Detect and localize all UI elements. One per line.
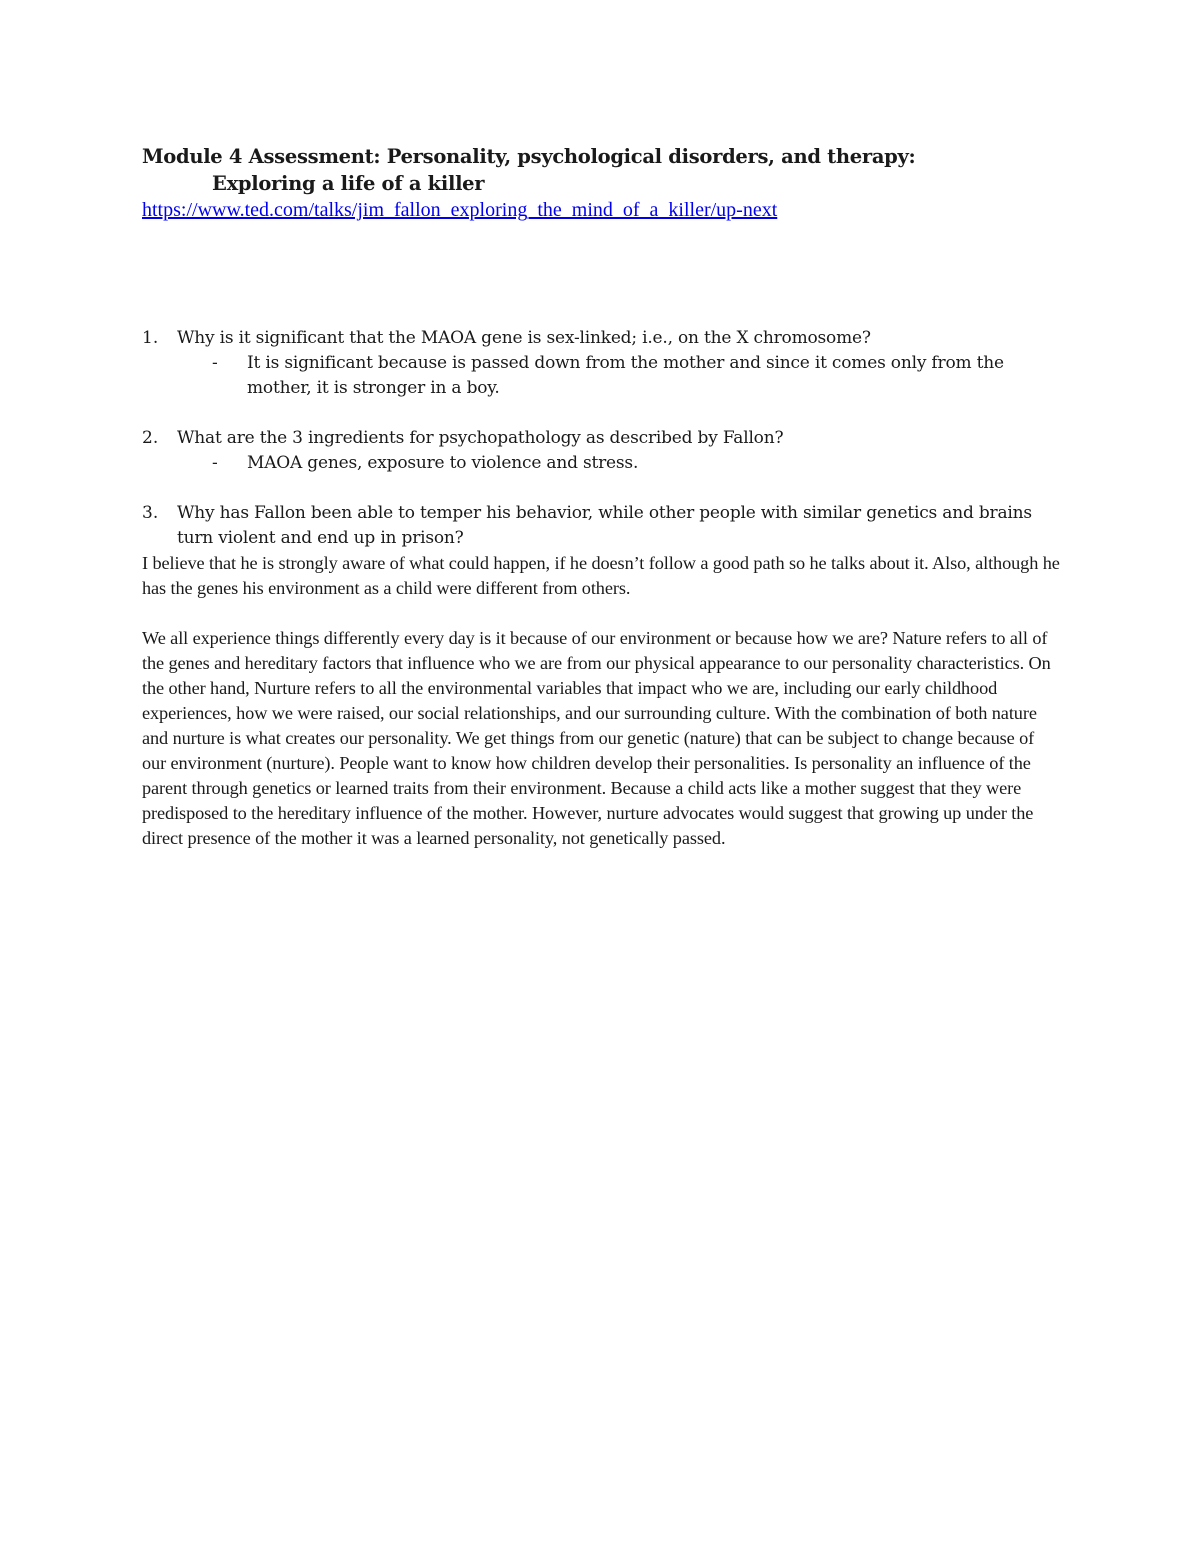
answer-1 bbox=[142, 351, 1062, 401]
essay-paragraph: We all experience things differently every day is it because of our environment or because how we are? Nature refers to all of the genes and hereditary factors that influence who we are from our physical appearance to our personality characteristics. On the other hand, Nurture refers to all the environmental variables that impact who we are, including our early childhood experiences, how we were raised, our social relationships, and our surrounding culture. With the combination of both nature and nurture is what creates our personality. We get things from our genetic (nature) that can be subject to change because of our environment (nurture). People want to know how children develop their personalities. Is personality an influence of the parent through genetics or learned traits from their environment. Because a child acts like a mother suggest that they were predisposed to the hereditary influence of the mother. However, nurture advocates would suggest that growing up under the direct presence of the mother it was a learned personality, not genetically passed. bbox=[142, 628, 1051, 848]
title-line-2: Exploring a life of a killer bbox=[212, 172, 485, 195]
document-title bbox=[142, 143, 1062, 197]
question-list bbox=[142, 326, 1062, 851]
question-text: Why has Fallon been able to temper his behavior, while other people with similar genetics and brains turn violent and end up in prison? bbox=[177, 503, 1032, 548]
document-body bbox=[142, 143, 1062, 851]
answer-2 bbox=[142, 451, 1062, 476]
answer-text: MAOA genes, exposure to violence and stress. bbox=[247, 453, 639, 473]
question-number: 3. bbox=[142, 503, 159, 523]
answer-bullet: - bbox=[212, 353, 218, 373]
question-number: 1. bbox=[142, 328, 159, 348]
ted-talk-link[interactable]: https://www.ted.com/talks/jim_fallon_exploring_the_mind_of_a_killer/up-next bbox=[142, 199, 778, 221]
answer-bullet: - bbox=[212, 453, 218, 473]
question-2 bbox=[142, 426, 1062, 451]
question-1 bbox=[142, 326, 1062, 351]
question-3 bbox=[142, 501, 1062, 551]
answer-text: It is significant because is passed down from the mother and since it comes only from the mother, it is stronger in a boy. bbox=[247, 353, 1004, 398]
question-number: 2. bbox=[142, 428, 159, 448]
title-line-1: Module 4 Assessment: Personality, psychological disorders, and therapy: bbox=[142, 145, 916, 168]
answer-3: I believe that he is strongly aware of what could happen, if he doesn’t follow a good path so he talks about it. Also, although he has the genes his environment as a child were different from others. bbox=[142, 553, 1060, 598]
question-text: What are the 3 ingredients for psychopathology as described by Fallon? bbox=[177, 428, 784, 448]
question-text: Why is it significant that the MAOA gene is sex-linked; i.e., on the X chromosome? bbox=[177, 328, 871, 348]
